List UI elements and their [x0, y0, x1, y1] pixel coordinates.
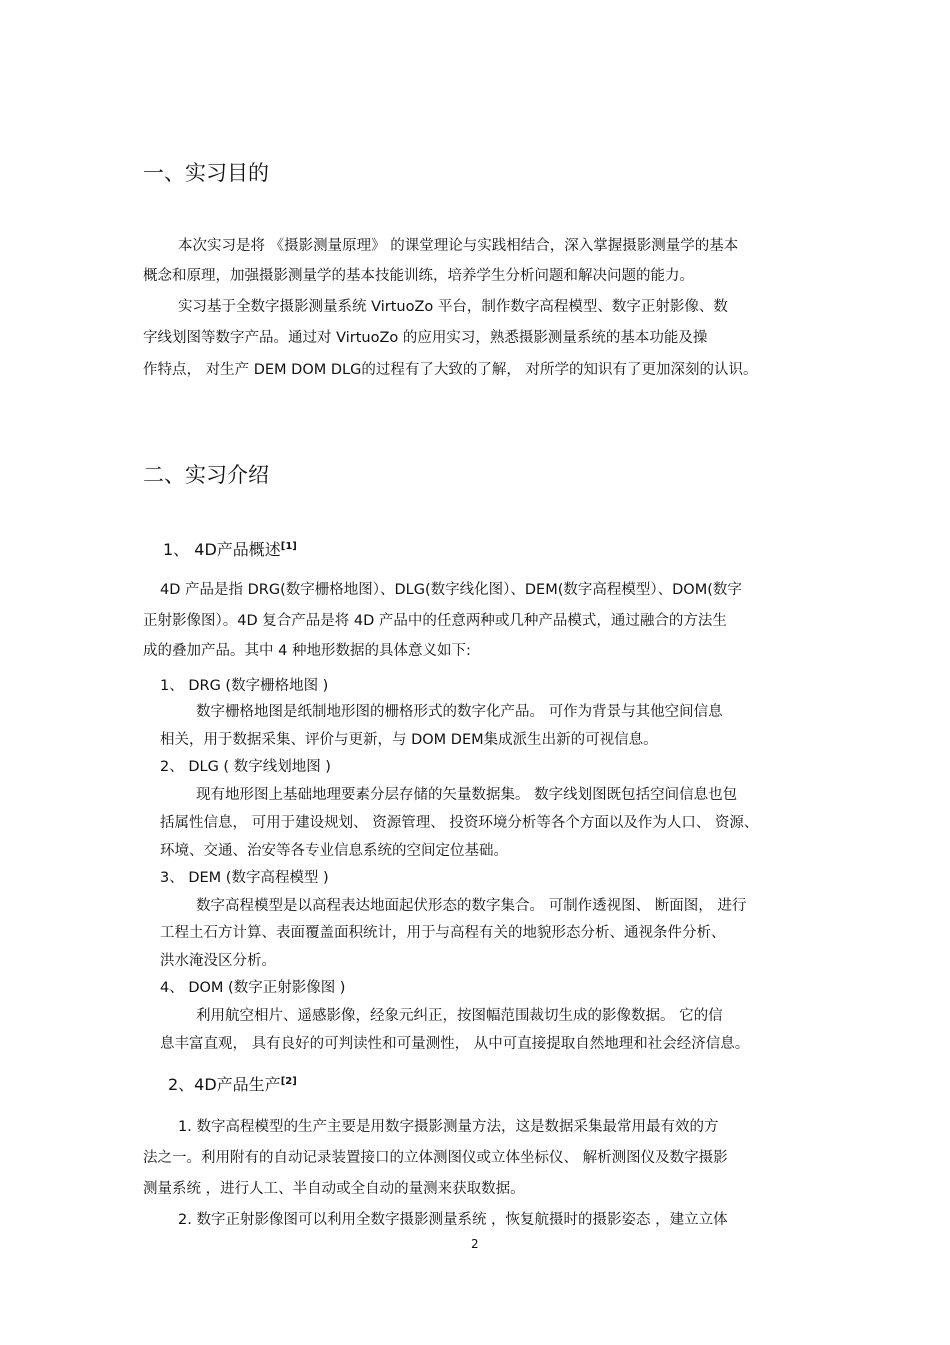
list-item-line: 工程土石方计算、表面覆盖面积统计，用于与高程有关的地貌形态分析、通视条件分析、 [160, 925, 726, 941]
paragraph-line: 法之一。利用附有的自动记录装置接口的立体测图仪或立体坐标仪、 解析测图仪及数字摄影 [143, 1150, 728, 1166]
paragraph-line: 作特点， 对生产 DEM DOM DLG的过程有了大致的了解， 对所学的知识有了更加深刻的认识。 [143, 362, 758, 378]
list-item-line: 括属性信息， 可用于建设规划、 资源管理、 投资环境分析等各个方面以及作为人口、 资源、 [160, 815, 759, 831]
section-heading-intro: 二、实习介绍 [143, 463, 269, 487]
paragraph-line: 4D 产品是指 DRG(数字栅格地图）、DLG(数字线化图）、DEM(数字高程模型）、DOM(数字 [160, 582, 742, 598]
paragraph-line: 概念和原理，加强摄影测量学的基本技能训练，培养学生分析问题和解决问题的能力。 [143, 268, 694, 284]
subsection-heading-4d-overview [163, 537, 297, 560]
paragraph-line: 实习基于全数字摄影测量系统 VirtuoZo 平台，制作数字高程模型、数字正射影像、数 [178, 299, 728, 315]
subsection-title: 1、 4D产品概述 [163, 540, 281, 559]
list-item-line: 息丰富直观， 具有良好的可判读性和可量测性， 从中可直接提取自然地理和社会经济信息。 [160, 1036, 750, 1052]
reference-mark: [1] [280, 541, 297, 552]
paragraph-line: 成的叠加产品。其中 4 种地形数据的具体意义如下: [143, 643, 471, 659]
list-item-title: 2、 DLG ( 数字线划地图 ) [160, 759, 331, 775]
list-item-line: 利用航空相片、遥感影像，经象元纠正，按图幅范围裁切生成的影像数据。 它的信 [196, 1008, 723, 1024]
subsection-heading-4d-production [168, 1072, 297, 1095]
paragraph-line: 字线划图等数字产品。通过对 VirtuoZo 的应用实习，熟悉摄影测量系统的基本功能及操 [143, 330, 708, 346]
list-item-line: 现有地形图上基础地理要素分层存储的矢量数据集。 数字线划图既包括空间信息也包 [196, 787, 738, 803]
list-item-line: 洪水淹没区分析。 [160, 953, 276, 969]
paragraph-line: 1. 数字高程模型的生产主要是用数字摄影测量方法，这是数据采集最常用最有效的方 [178, 1119, 719, 1135]
list-item-title: 3、 DEM (数字高程模型 ) [160, 870, 329, 886]
paragraph-line: 本次实习是将 《摄影测量原理》 的课堂理论与实践相结合，深入掌握摄影测量学的基本 [178, 238, 739, 254]
list-item-line: 相关，用于数据采集、评价与更新，与 DOM DEM集成派生出新的可视信息。 [160, 732, 658, 748]
subsection-title: 2、4D产品生产 [168, 1075, 281, 1094]
list-item-title: 4、 DOM (数字正射影像图 ) [160, 980, 346, 996]
list-item-line: 数字高程模型是以高程表达地面起伏形态的数字集合。 可制作透视图、 断面图， 进行 [196, 898, 747, 914]
list-item-line: 数字栅格地图是纸制地形图的栅格形式的数字化产品。 可作为背景与其他空间信息 [196, 704, 723, 720]
reference-mark: [2] [280, 1076, 297, 1087]
paragraph-line: 测量系统 ，进行人工、半自动或全自动的量测来获取数据。 [143, 1181, 525, 1197]
list-item-title: 1、 DRG (数字栅格地图 ) [160, 678, 329, 694]
paragraph-line: 2. 数字正射影像图可以利用全数字摄影测量系统 ，恢复航摄时的摄影姿态 ，建立立体 [178, 1212, 728, 1228]
list-item-line: 环境、交通、治安等各专业信息系统的空间定位基础。 [160, 843, 508, 859]
page-number: 2 [471, 1237, 479, 1251]
section-heading-purpose: 一、实习目的 [143, 161, 269, 185]
paragraph-line: 正射影像图）。4D 复合产品是将 4D 产品中的任意两种或几种产品模式，通过融合的方法生 [143, 613, 727, 629]
